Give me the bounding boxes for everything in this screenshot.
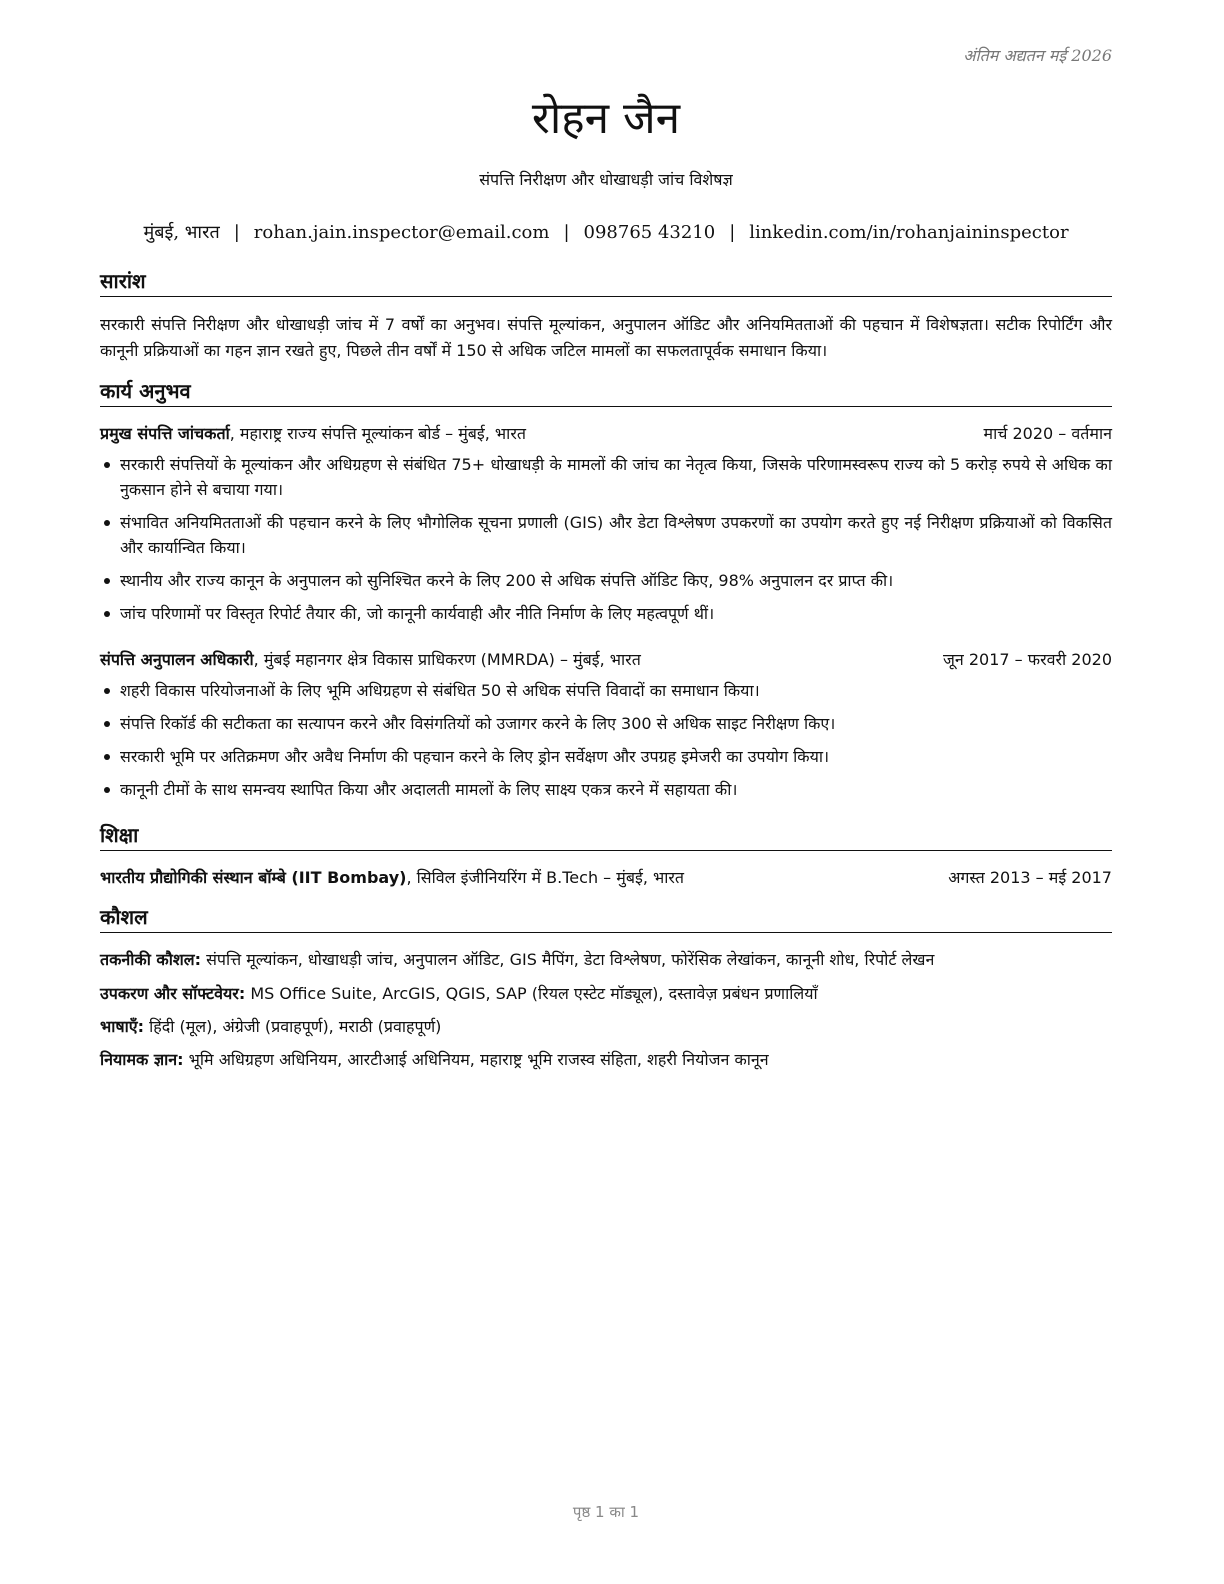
skill-label: नियामक ज्ञान:: [100, 1050, 184, 1069]
education-dates: अगस्त 2013 – मई 2017: [948, 868, 1112, 887]
job-bullet-list: [100, 452, 1112, 634]
section-title-skills: कौशल: [100, 904, 1112, 933]
contact-location: मुंबई, भारत: [143, 222, 220, 243]
job-organization: , महाराष्ट्र राज्य संपत्ति मूल्यांकन बोर्ड – मुंबई, भारत: [229, 424, 526, 443]
list-item: जांच परिणामों पर विस्तृत रिपोर्ट तैयार की, जो कानूनी कार्यवाही और नीति निर्माण के लिए महत्वपूर्ण थीं।: [100, 601, 1112, 626]
contact-phone[interactable]: 098765 43210: [583, 222, 716, 243]
list-item: संपत्ति रिकॉर्ड की सटीकता का सत्यापन करने और विसंगतियों को उजागर करने के लिए 300 से अधिक साइट निरीक्षण किए।: [100, 711, 1112, 736]
contact-email[interactable]: rohan.jain.inspector@email.com: [253, 222, 550, 243]
list-item: सरकारी संपत्तियों के मूल्यांकन और अधिग्रहण से संबंधित 75+ धोखाधड़ी के मामलों की जांच का नेतृत्व किया, जिसके परिणामस्वरूप राज्य को 5 करोड़ रुपये से अधिक का नुकसान होने से बचाया गया।: [100, 452, 1112, 502]
education-degree: , सिविल इंजीनियरिंग में B.Tech – मुंबई, भारत: [406, 868, 685, 887]
contact-separator: |: [563, 222, 570, 243]
contact-separator: |: [233, 222, 240, 243]
contact-separator: |: [729, 222, 736, 243]
tagline: संपत्ति निरीक्षण और धोखाधड़ी जांच विशेषज्ञ: [479, 170, 733, 189]
contact-linkedin[interactable]: linkedin.com/in/rohanjaininspector: [749, 222, 1069, 243]
education-entry: [100, 866, 1112, 890]
section-title-experience: कार्य अनुभव: [100, 378, 1112, 407]
list-item: स्थानीय और राज्य कानून के अनुपालन को सुनिश्चित करने के लिए 200 से अधिक संपत्ति ऑडिट किए, 98% अनुपालन दर प्राप्त की।: [100, 568, 1112, 593]
job-bullet-list: [100, 678, 1112, 810]
job-role: संपत्ति अनुपालन अधिकारी: [100, 650, 254, 669]
skill-line: [100, 982, 1112, 1006]
resume-page: [100, 0, 1112, 1584]
job-header: [100, 648, 1112, 672]
summary-text: सरकारी संपत्ति निरीक्षण और धोखाधड़ी जांच में 7 वर्षों का अनुभव। संपत्ति मूल्यांकन, अनुपालन ऑडिट और अनियमितताओं की पहचान में विशेषज्ञता। सटीक रिपोर्टिंग और कानूनी प्रक्रियाओं का गहन ज्ञान रखते हुए, पिछले तीन वर्षों में 150 से अधिक जटिल मामलों का सफलतापूर्वक समाधान किया।: [100, 315, 1112, 360]
skill-value: भूमि अधिग्रहण अधिनियम, आरटीआई अधिनियम, महाराष्ट्र भूमि राजस्व संहिता, शहरी नियोजन कानून: [183, 1050, 769, 1069]
section-title-education: शिक्षा: [100, 822, 1112, 851]
education-institution: भारतीय प्रौद्योगिकी संस्थान बॉम्बे (IIT Bombay): [100, 868, 407, 887]
list-item: संभावित अनियमितताओं की पहचान करने के लिए भौगोलिक सूचना प्रणाली (GIS) और डेटा विश्लेषण उपकरणों का उपयोग करते हुए नई निरीक्षण प्रक्रियाओं को विकसित और कार्यान्वित किया।: [100, 510, 1112, 560]
contact-line: [100, 220, 1112, 244]
skill-label: भाषाएँ:: [100, 1017, 145, 1036]
skill-value: हिंदी (मूल), अंग्रेजी (प्रवाहपूर्ण), मराठी (प्रवाहपूर्ण): [144, 1017, 442, 1036]
section-title-summary: सारांश: [100, 268, 1112, 297]
skill-line: [100, 948, 1112, 972]
page-number: पृष्ठ 1 का 1: [572, 1503, 640, 1521]
skill-line: [100, 1015, 1112, 1039]
last-updated: अंतिम अद्यतन मई 2026: [963, 46, 1112, 65]
list-item: शहरी विकास परियोजनाओं के लिए भूमि अधिग्रहण से संबंधित 50 से अधिक संपत्ति विवादों का समाधान किया।: [100, 678, 1112, 703]
skill-label: उपकरण और सॉफ्टवेयर:: [100, 984, 246, 1003]
job-header: [100, 422, 1112, 446]
skill-line: [100, 1048, 1112, 1072]
skill-value: संपत्ति मूल्यांकन, धोखाधड़ी जांच, अनुपालन ऑडिट, GIS मैपिंग, डेटा विश्लेषण, फोरेंसिक लेखांकन, कानूनी शोध, रिपोर्ट लेखन: [201, 950, 935, 969]
job-dates: जून 2017 – फरवरी 2020: [943, 650, 1112, 669]
job-organization: , मुंबई महानगर क्षेत्र विकास प्राधिकरण (MMRDA) – मुंबई, भारत: [253, 650, 641, 669]
list-item: कानूनी टीमों के साथ समन्वय स्थापित किया और अदालती मामलों के लिए साक्ष्य एकत्र करने में सहायता की।: [100, 777, 1112, 802]
candidate-name: रोहन जैन: [531, 93, 681, 144]
skill-value: MS Office Suite, ArcGIS, QGIS, SAP (रियल एस्टेट मॉड्यूल), दस्तावेज़ प्रबंधन प्रणालियाँ: [245, 984, 818, 1003]
job-role: प्रमुख संपत्ति जांचकर्ता: [100, 424, 230, 443]
job-dates: मार्च 2020 – वर्तमान: [983, 424, 1112, 443]
list-item: सरकारी भूमि पर अतिक्रमण और अवैध निर्माण की पहचान करने के लिए ड्रोन सर्वेक्षण और उपग्रह इमेजरी का उपयोग किया।: [100, 744, 1112, 769]
skill-label: तकनीकी कौशल:: [100, 950, 201, 969]
